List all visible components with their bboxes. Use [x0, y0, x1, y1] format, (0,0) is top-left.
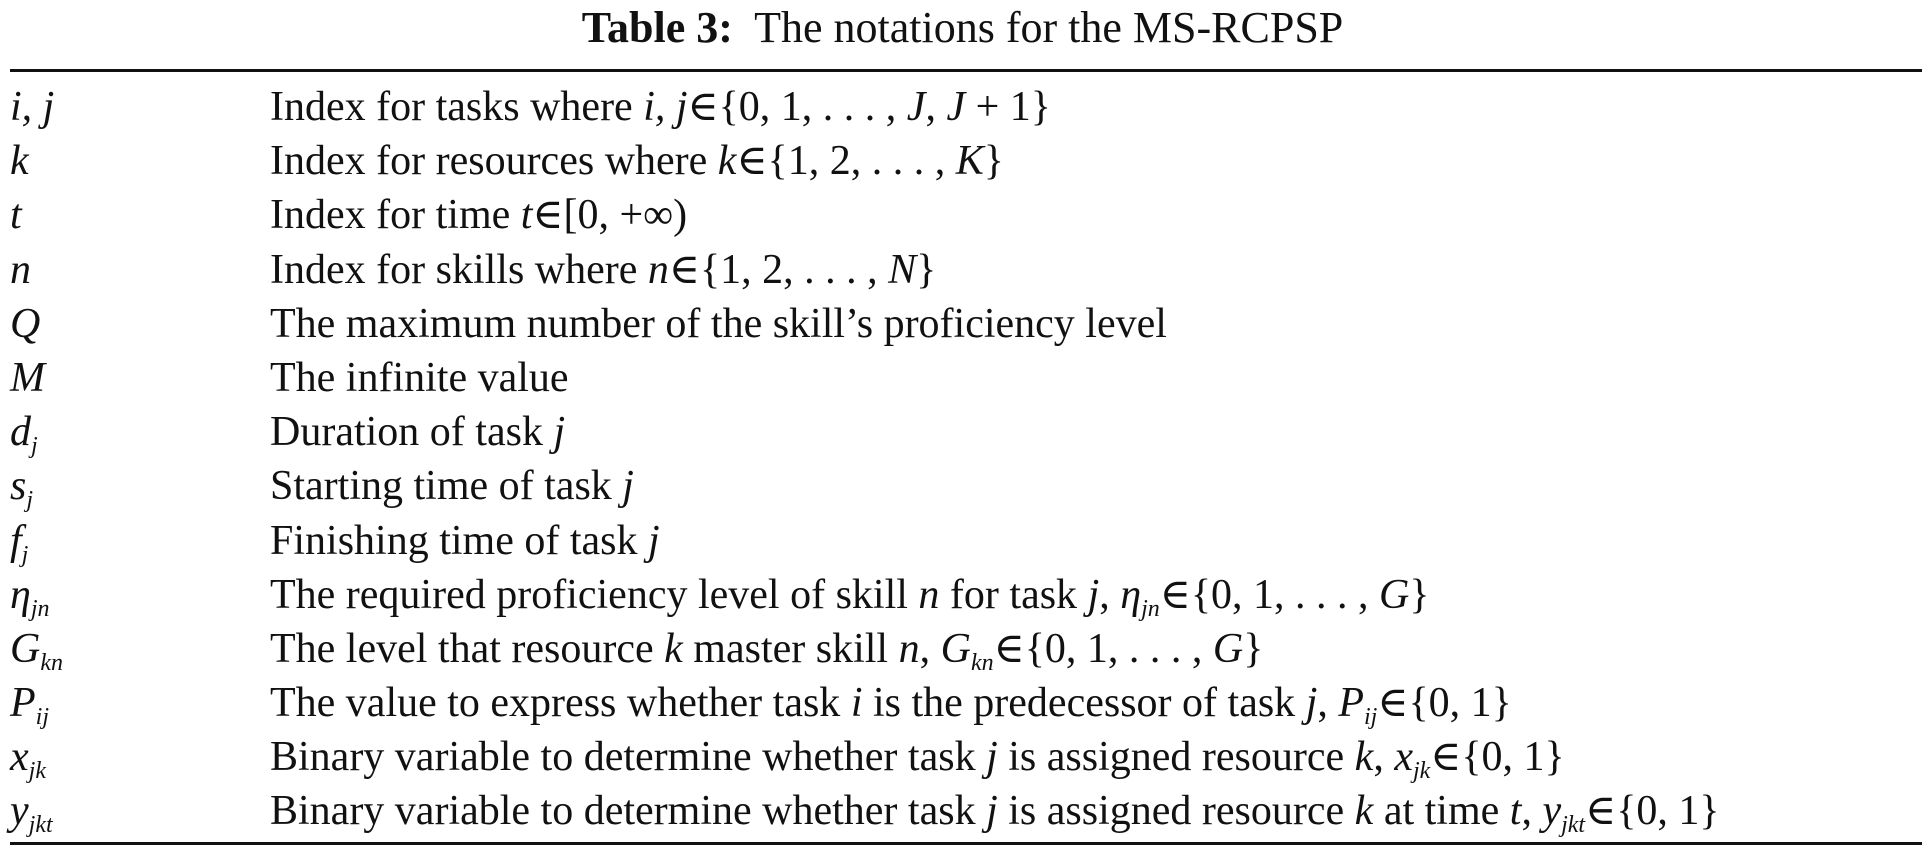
table-row — [0, 568, 1925, 622]
notation-symbol: Q — [10, 300, 41, 347]
notation-description: The maximum number of the skill’s proficiency level — [270, 300, 1167, 347]
notation-description: Binary variable to determine whether task j is assigned resource k at time t, $y_{jkt}\in\{0$, 1} — [270, 788, 1720, 839]
notation-symbol: i, j — [10, 84, 55, 130]
table-row — [0, 622, 1925, 676]
notation-description: The value to express whether task i is the predecessor of task j, $P_{ij}\in\{0$, 1} — [270, 680, 1512, 731]
notation-symbol: k — [10, 138, 29, 185]
table-row — [0, 134, 1925, 188]
notation-description: Starting time of task j — [270, 463, 634, 510]
table-row — [0, 297, 1925, 351]
notation-description: Index for time t∈[0, +∞) — [270, 192, 688, 239]
table-row — [0, 730, 1925, 784]
notation-symbol: $\eta_{jn}$ — [10, 571, 50, 622]
table-row — [0, 676, 1925, 730]
notation-symbol: $d_j$ — [10, 409, 38, 460]
notation-description: The level that resource k master skill n, $G_{kn}\in\{0$, 1, . . . , G} — [270, 625, 1264, 676]
notation-description: The infinite value — [270, 354, 569, 401]
table-top-rule — [10, 69, 1922, 72]
table-row — [0, 784, 1925, 838]
notation-symbol: t — [10, 192, 22, 239]
notation-symbol: $y_{jkt}$ — [10, 788, 53, 839]
notation-symbol: $x_{jk}$ — [10, 734, 46, 785]
table-row — [0, 459, 1925, 513]
table-row — [0, 80, 1925, 134]
notation-symbol: $s_j$ — [10, 463, 34, 514]
table-row — [0, 405, 1925, 459]
table-row — [0, 351, 1925, 405]
notation-symbol: $G_{kn}$ — [10, 625, 63, 676]
table-row — [0, 514, 1925, 568]
notation-description: Binary variable to determine whether task j is assigned resource k, $x_{jk}\in\{0$, 1} — [270, 734, 1565, 785]
notation-description: Finishing time of task j — [270, 517, 660, 564]
table-row — [0, 188, 1925, 242]
notation-description: Duration of task j — [270, 409, 566, 456]
notation-description: Index for tasks where i, j∈{0, 1, . . . , J, J + 1} — [270, 84, 1051, 130]
notation-symbol: M — [10, 354, 45, 401]
table-body — [0, 80, 1925, 839]
notation-description: Index for skills where n∈{1, 2, . . . , N} — [270, 246, 937, 293]
notation-description: The required proficiency level of skill n for task j, $\eta_{jn}\in\{0$, 1, . . . , G} — [270, 571, 1430, 622]
table-caption — [0, 2, 1925, 54]
notation-symbol: n — [10, 246, 31, 293]
notation-description: Index for resources where k∈{1, 2, . . . , K} — [270, 138, 1004, 185]
table-row — [0, 243, 1925, 297]
table-bottom-rule — [10, 842, 1922, 845]
table-caption-text: The notations for the MS-RCPSP — [754, 3, 1344, 52]
notation-symbol: $f_j$ — [10, 517, 29, 568]
table-caption-label: Table 3: — [581, 3, 733, 52]
notation-symbol: $P_{ij}$ — [10, 680, 49, 731]
